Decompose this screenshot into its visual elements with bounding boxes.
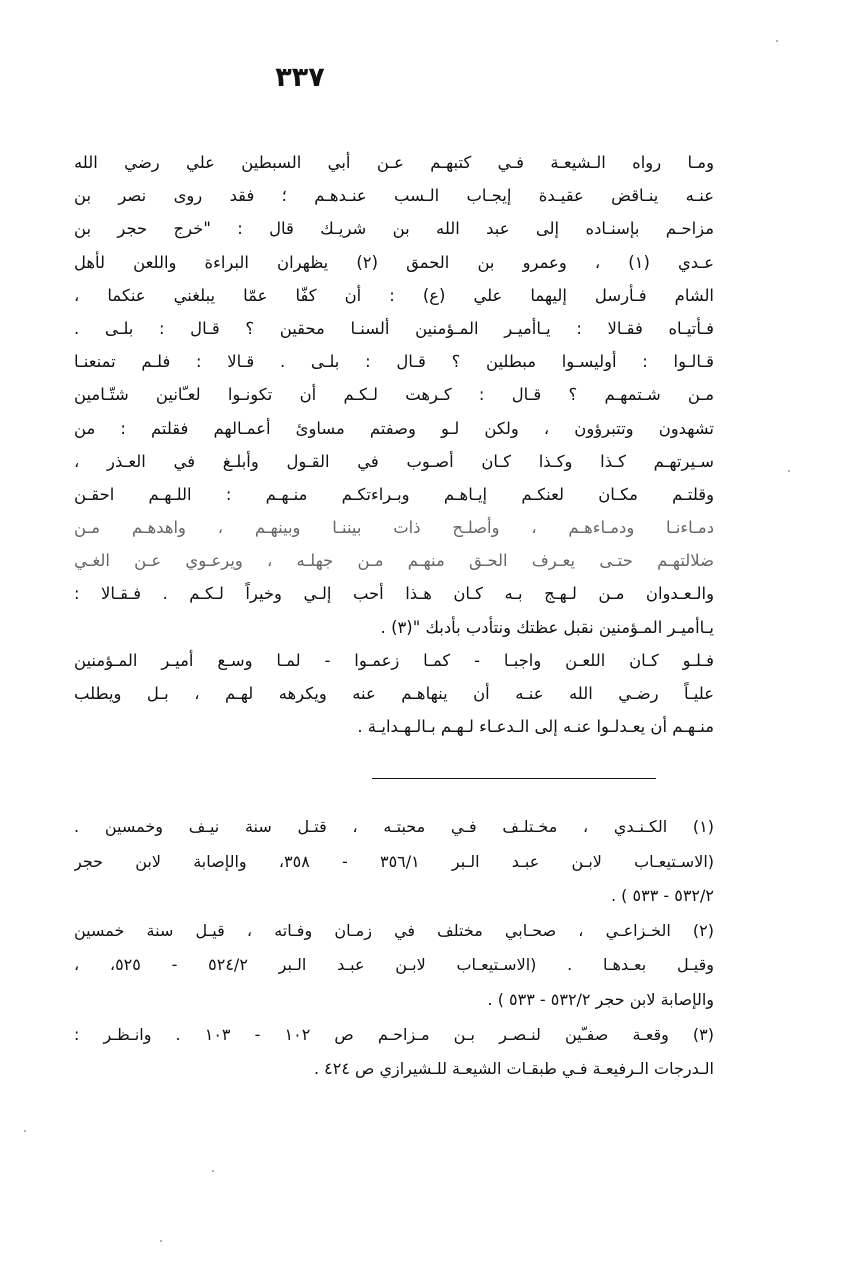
- footnote-line: وقيـل بعـدهـا . (الاسـتيعـاب لابـن عبـد الـبر ٥٢٤/٢ - ٥٢٥، ،: [74, 955, 714, 975]
- body-line: عنـه ينـاقض عقيـدة إيجـاب الـسب عنـدهـم ؛ فقد روى نصر بن: [74, 186, 714, 206]
- body-text: [74, 146, 714, 743]
- body-line: فـأتيـاه فقـالا : يـاأميـر المـؤمنين ألسنـا محقين ؟ قـال : بلـى .: [74, 318, 714, 338]
- footnotes: [74, 810, 714, 1087]
- footnote-line: (١) الكـنـدي ، مخـتلـف فـي محبتـه ، قتـل سنة نيـف وخمسين .: [74, 817, 714, 836]
- body-line: قـالـوا : أوليسـوا مبطلين ؟ قـال : بلـى . قـالا : فلـم تمنعنـا: [74, 352, 714, 372]
- scan-speck: [160, 1240, 162, 1242]
- body-line: عـدي (١) ، وعمرو بن الحمق (٢) يظهران البراءة واللعن لأهل: [74, 252, 714, 272]
- body-line: ومـا رواه الـشيعـة فـي كتبهـم عـن أبي السبطين علي رضي الله: [74, 153, 714, 172]
- page-number: ٣٣٧: [275, 62, 325, 93]
- body-line: وقلتـم مكـان لعنكـم إيـاهـم وبـراءتكـم منـهـم : اللـهـم احقـن: [74, 484, 714, 504]
- footnote-line: الـدرجات الـرفيعـة فـي طبقـات الشيعـة للـشيرازي ص ٤٢٤ .: [314, 1059, 714, 1079]
- scan-speck: [776, 40, 778, 42]
- body-line: سـيرتهـم كـذا وكـذا كـان أصـوب في القـول وأبلـغ في العـذر ،: [74, 451, 714, 471]
- body-line: فـلـو كـان اللعـن واجبـا - كمـا زعمـوا - لمـا وسـع أميـر المـؤمنين: [74, 650, 714, 670]
- footnote-line: ٥٣٢/٢ - ٥٣٣ ) .: [611, 886, 714, 906]
- body-line: دمـاءنـا ودمـاءهـم ، وأصلـح ذات بيننـا وبينهـم ، واهدهـم مـن: [74, 518, 714, 538]
- footnote-line: (الاسـتيعـاب لابـن عبـد الـبر ٣٥٦/١ - ٣٥٨، والإصابة لابن حجر: [74, 851, 714, 871]
- body-line: عليـاً رضـي الله عنـه أن ينهاهـم عنه ويكرهه لهـم ، بـل ويطلب: [74, 684, 714, 703]
- body-line: مـن شـتمهـم ؟ قـال : كـرهت لـكـم أن تكونـوا لعـّانين شتّـامين: [74, 385, 714, 405]
- footnote-line: (٢) الخـزاعـي ، صحـابي مختلف في زمـان وفـاته ، قيـل سنة خمسين: [74, 920, 714, 940]
- body-line: الشام فـأرسل إليهما علي (ع) : أن كفّا عمّا يبلغني عنكما ،: [74, 285, 714, 305]
- body-line: والـعـدوان مـن لـهـج بـه كـان هـذا أحب إلـي وخيراً لـكـم . فـقـالا :: [74, 584, 714, 604]
- scan-speck: [24, 1130, 26, 1132]
- body-line: منـهـم أن يعـدلـوا عنـه إلى الـدعـاء لـهـم بـالـهـدايـة .: [357, 717, 714, 737]
- body-line: تشهدون وتتبرؤون ، ولكن لـو وصفتم مساوئ أعمـالهم فقلتم : من: [74, 418, 714, 438]
- scan-speck: [212, 1170, 214, 1172]
- body-line: ضلالتهـم حتـى يعـرف الحـق منهـم مـن جهلـه ، ويرعـوي عـن الغـي: [74, 551, 714, 571]
- scan-speck: [788, 470, 790, 472]
- footnote-divider: [372, 778, 656, 779]
- footnote-line: والإصابة لابن حجر ٥٣٢/٢ - ٥٣٣ ) .: [487, 989, 714, 1009]
- body-line: يـاأميـر المـؤمنين نقبل عظتك ونتأدب بأدبك "(٣) .: [380, 617, 714, 637]
- footnote-line: (٣) وقعـة صفـّين لنـصـر بـن مـزاحـم ص ١٠٢ - ١٠٣ . وانـظـر :: [74, 1024, 714, 1044]
- body-line: مزاحـم بإسنـاده إلى عبد الله بن شريـك قال : "خرج حجر بن: [74, 219, 714, 239]
